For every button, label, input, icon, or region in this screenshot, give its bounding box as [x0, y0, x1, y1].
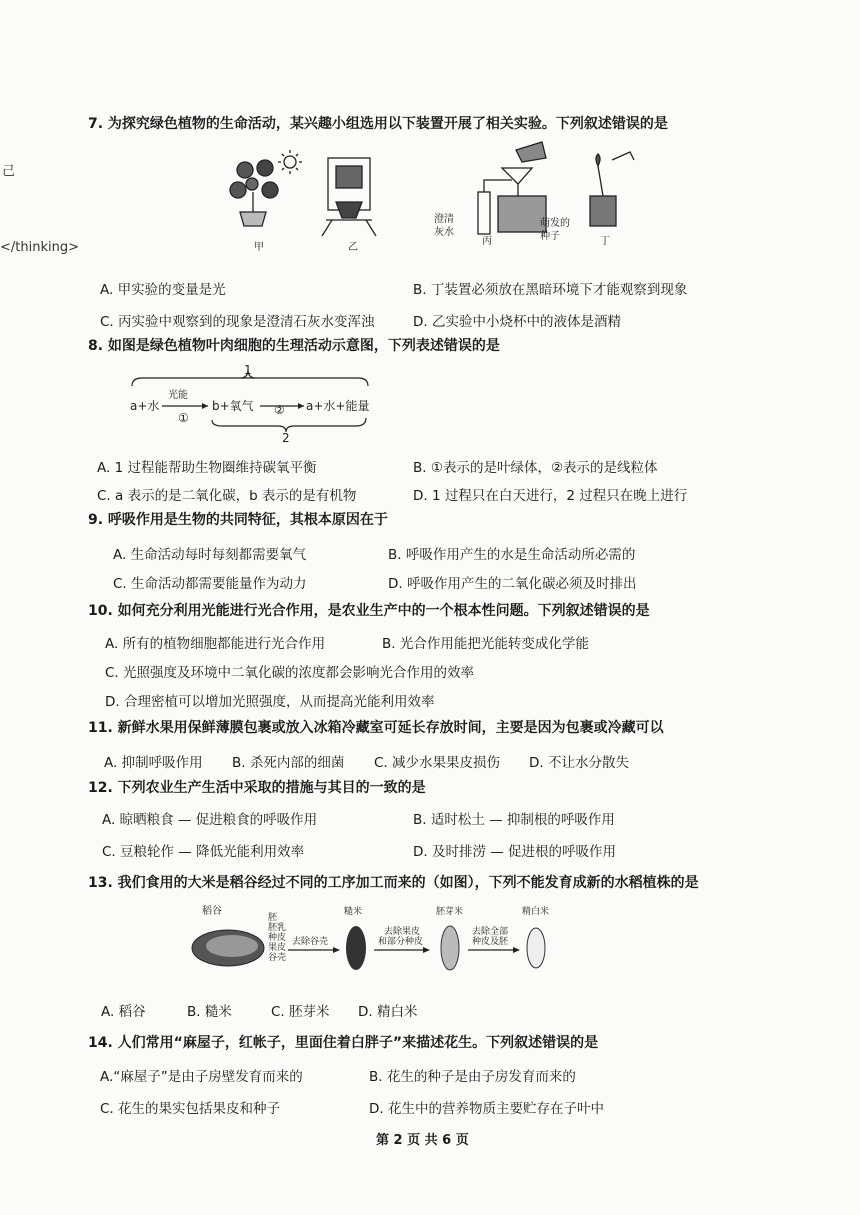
q9-option-a: A. 生命活动每时每刻都需要氧气	[113, 547, 307, 563]
q8-stem: 8. 如图是绿色植物叶肉细胞的生理活动示意图，下列表述错误的是	[88, 338, 500, 354]
germ-rice-label: 胚芽米	[436, 907, 464, 917]
q9-stem: 9. 呼吸作用是生物的共同特征，其根本原因在于	[88, 512, 388, 528]
part-embryo: 胚	[268, 913, 278, 923]
q8-process-diagram	[128, 362, 378, 444]
q8-option-a: A. 1 过程能帮助生物圈维持碳氧平衡	[97, 460, 317, 476]
q9-option-b: B. 呼吸作用产生的水是生命活动所必需的	[388, 547, 636, 563]
label-bing: 丙	[482, 236, 492, 247]
white-rice-illustration	[527, 928, 545, 968]
q10-option-c: C. 光照强度及环境中二氧化碳的浓度都会影响光合作用的效率	[105, 665, 475, 681]
label-jia: 甲	[254, 242, 264, 253]
q14-option-c: C. 花生的果实包括果皮和种子	[100, 1101, 281, 1117]
rice-grain-label: 稻谷	[202, 906, 222, 917]
q14-option-a: A.“麻屋子”是由子房壁发育而来的	[100, 1069, 303, 1085]
step-remove-all-2: 种皮及胚	[472, 937, 509, 947]
margin-char-2: </thinking>	[0, 240, 79, 255]
q7-experiment-figure	[220, 140, 660, 255]
q7-option-c: C. 丙实验中观察到的现象是澄清石灰水变浑浊	[100, 314, 375, 330]
q13-stem: 13. 我们食用的大米是稻谷经过不同的工序加工而来的（如图），下列不能发育成新的水稻植株的是	[88, 875, 699, 891]
q8-option-d: D. 1 过程只在白天进行，2 过程只在晚上进行	[413, 488, 688, 504]
part-endosperm: 胚乳	[268, 923, 287, 933]
brown-rice-illustration	[346, 926, 366, 970]
bell-jar-illustration	[322, 158, 376, 236]
white-rice-label: 精白米	[522, 907, 550, 917]
brown-rice-label: 糙米	[344, 907, 363, 917]
label-yi: 乙	[348, 242, 358, 253]
label-lime-water-2: 灰水	[434, 227, 454, 238]
jar-candle-illustration	[590, 152, 634, 226]
diagram-mid: b+氧气	[212, 399, 254, 413]
step-remove-all-1: 去除全部	[472, 927, 509, 937]
q9-option-d: D. 呼吸作用产生的二氧化碳必须及时排出	[388, 576, 637, 592]
part-husk: 谷壳	[268, 953, 287, 963]
q13-option-a: A. 稻谷	[101, 1004, 146, 1020]
diagram-right: a+水+能量	[306, 399, 370, 413]
part-seed-coat: 种皮	[268, 933, 287, 943]
diagram-left: a+水	[130, 399, 160, 413]
germ-rice-illustration	[441, 926, 459, 970]
q13-option-d: D. 精白米	[358, 1004, 418, 1020]
step-remove-husk: 去除谷壳	[292, 937, 329, 947]
q7-option-d: D. 乙实验中小烧杯中的液体是酒精	[413, 314, 621, 330]
page-number-footer: 第 2 页 共 6 页	[376, 1133, 469, 1148]
diagram-light: 光能	[168, 390, 188, 401]
label-ding: 丁	[600, 236, 610, 247]
q10-option-b: B. 光合作用能把光能转变成化学能	[382, 636, 589, 652]
q8-option-c: C. a 表示的是二氧化碳，b 表示的是有机物	[97, 488, 357, 504]
q11-option-c: C. 减少水果果皮损伤	[374, 755, 501, 771]
diagram-circle-1: ①	[178, 411, 189, 425]
q12-option-b: B. 适时松土 — 抑制根的呼吸作用	[413, 812, 615, 828]
part-pericarp: 果皮	[268, 943, 287, 953]
step-remove-pericarp-1: 去除果皮	[384, 927, 421, 937]
q12-stem: 12. 下列农业生产生活中采取的措施与其目的一致的是	[88, 780, 426, 796]
diagram-circle-2: ②	[274, 403, 285, 417]
q12-option-c: C. 豆粮轮作 — 降低光能利用效率	[102, 844, 305, 860]
label-lime-water: 澄清	[434, 214, 454, 225]
q11-option-d: D. 不让水分散失	[529, 755, 629, 771]
q13-rice-process-diagram	[188, 902, 568, 984]
plant-pot-illustration	[230, 150, 302, 226]
q14-option-b: B. 花生的种子是由子房发育而来的	[369, 1069, 576, 1085]
q13-option-b: B. 糙米	[187, 1004, 232, 1020]
label-seeds-2: 种子	[540, 231, 560, 242]
margin-char-1: 己	[2, 164, 16, 179]
label-seeds: 萌发的	[540, 218, 570, 229]
q12-option-a: A. 晾晒粮食 — 促进粮食的呼吸作用	[102, 812, 318, 828]
diagram-label-1: 1	[244, 363, 252, 377]
q8-option-b: B. ①表示的是叶绿体，②表示的是线粒体	[413, 460, 658, 476]
q7-option-b: B. 丁装置必须放在黑暗环境下才能观察到现象	[413, 282, 688, 298]
bottle-funnel-illustration	[478, 142, 546, 234]
q11-stem: 11. 新鲜水果用保鲜薄膜包裹或放入冰箱冷藏室可延长存放时间，主要是因为包裹或冷藏可以	[88, 720, 664, 736]
q14-stem: 14. 人们常用“麻屋子，红帐子，里面住着白胖子”来描述花生。下列叙述错误的是	[88, 1035, 599, 1051]
q12-option-d: D. 及时排涝 — 促进根的呼吸作用	[413, 844, 617, 860]
q13-option-c: C. 胚芽米	[271, 1004, 330, 1020]
q10-option-a: A. 所有的植物细胞都能进行光合作用	[105, 636, 326, 652]
step-remove-pericarp-2: 和部分种皮	[378, 937, 424, 947]
q10-stem: 10. 如何充分利用光能进行光合作用，是农业生产中的一个根本性问题。下列叙述错误的是	[88, 603, 650, 619]
q7-option-a: A. 甲实验的变量是光	[100, 282, 226, 298]
q11-option-a: A. 抑制呼吸作用	[104, 755, 203, 771]
q11-option-b: B. 杀死内部的细菌	[232, 755, 345, 771]
q14-option-d: D. 花生中的营养物质主要贮存在子叶中	[369, 1101, 604, 1117]
q10-option-d: D. 合理密植可以增加光照强度，从而提高光能利用效率	[105, 694, 435, 710]
diagram-label-2: 2	[282, 431, 290, 444]
q7-stem: 7. 为探究绿色植物的生命活动，某兴趣小组选用以下装置开展了相关实验。下列叙述错误的是	[88, 116, 668, 132]
q9-option-c: C. 生命活动都需要能量作为动力	[113, 576, 307, 592]
